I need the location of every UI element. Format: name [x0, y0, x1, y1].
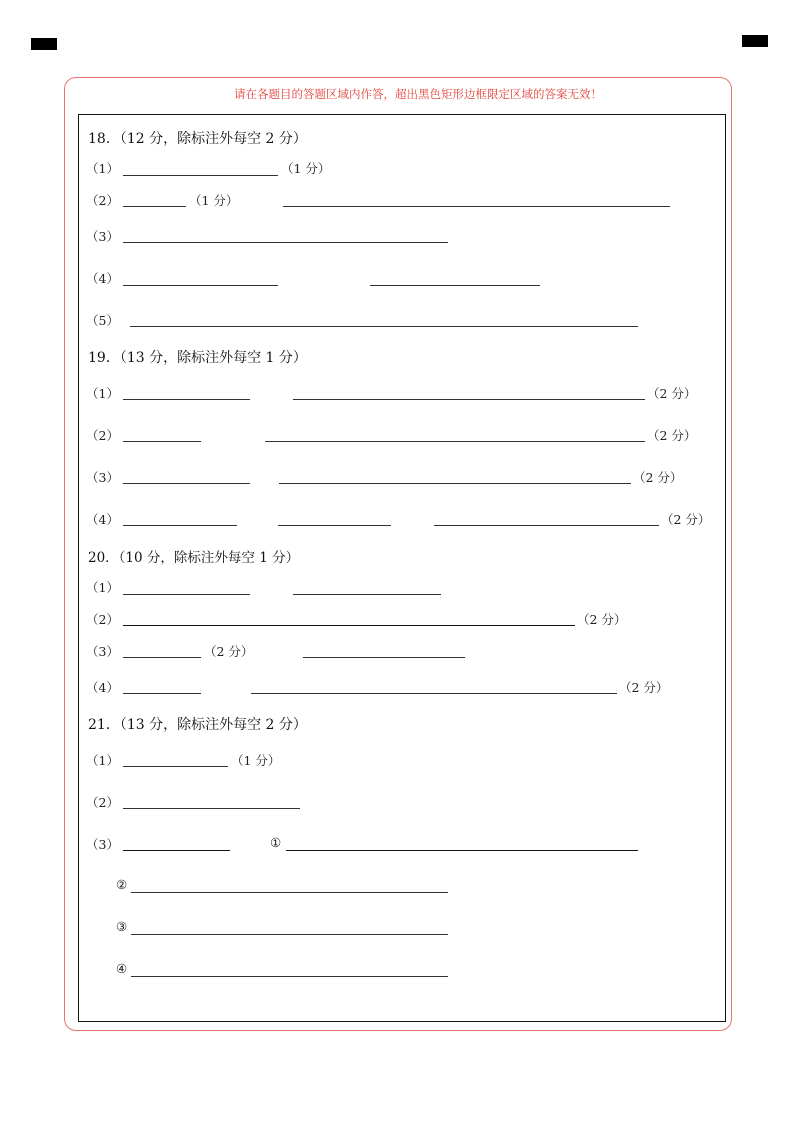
q21-heading: 21．（13 分，除标注外每空 2 分） [88, 717, 307, 733]
corner-marker-right [742, 35, 768, 47]
q19-part1-label: （1） [86, 386, 119, 401]
q21-part3-blank-circled-4[interactable] [131, 976, 448, 977]
q18-part3-blank[interactable] [123, 242, 448, 243]
q19-part3-score: （2 分） [633, 470, 683, 485]
q20-part1-label: （1） [86, 580, 119, 595]
q19-part1-blank-2[interactable] [293, 399, 645, 400]
q19-part4-label: （4） [86, 512, 119, 527]
q18-heading: 18．（12 分，除标注外每空 2 分） [88, 131, 307, 147]
q20-part3-label: （3） [86, 644, 119, 659]
q20-part1-blank-2[interactable] [293, 594, 441, 595]
q20-part2-blank[interactable] [123, 625, 575, 626]
q20-part3-blank-1[interactable] [123, 657, 201, 658]
q21-part3-blank[interactable] [123, 850, 230, 851]
q20-part3-score: （2 分） [204, 644, 254, 659]
q18-part1-score: （1 分） [281, 161, 331, 176]
q21-part1-label: （1） [86, 753, 119, 768]
q19-part3-blank-1[interactable] [123, 483, 250, 484]
q21-part1-score: （1 分） [231, 753, 281, 768]
q21-part1-blank[interactable] [123, 766, 228, 767]
q18-part5-blank[interactable] [130, 326, 638, 327]
q21-part3-circled-2: ② [116, 877, 128, 892]
q19-part4-score: （2 分） [661, 512, 711, 527]
q19-part4-blank-2[interactable] [278, 525, 391, 526]
q18-part1-label: （1） [86, 161, 119, 176]
q19-part3-blank-2[interactable] [279, 483, 631, 484]
q20-heading: 20．（10 分，除标注外每空 1 分） [88, 550, 300, 566]
q18-part3-label: （3） [86, 229, 119, 244]
q19-part2-blank-2[interactable] [265, 441, 645, 442]
q21-part2-label: （2） [86, 795, 119, 810]
q21-part3-circled-4: ④ [116, 961, 128, 976]
q19-part1-blank-1[interactable] [123, 399, 250, 400]
q18-part5-label: （5） [86, 313, 119, 328]
q21-part2-blank[interactable] [123, 808, 300, 809]
q19-part2-blank-1[interactable] [123, 441, 201, 442]
answer-region-box [78, 114, 726, 1022]
q20-part1-blank-1[interactable] [123, 594, 250, 595]
q21-part3-circled-3: ③ [116, 919, 128, 934]
q21-part3-label: （3） [86, 837, 119, 852]
q18-part4-label: （4） [86, 271, 119, 286]
q19-part4-blank-3[interactable] [434, 525, 659, 526]
q20-part3-blank-2[interactable] [303, 657, 465, 658]
q20-part4-blank-1[interactable] [123, 693, 201, 694]
q20-part4-score: （2 分） [619, 680, 669, 695]
q21-part3-blank-circled-2[interactable] [131, 892, 448, 893]
q19-part2-label: （2） [86, 428, 119, 443]
q20-part4-blank-2[interactable] [251, 693, 617, 694]
q19-part2-score: （2 分） [647, 428, 697, 443]
q18-part2-blank-1[interactable] [123, 206, 186, 207]
q20-part4-label: （4） [86, 680, 119, 695]
q20-part2-score: （2 分） [577, 612, 627, 627]
q20-part2-label: （2） [86, 612, 119, 627]
q19-part1-score: （2 分） [647, 386, 697, 401]
q19-heading: 19．（13 分，除标注外每空 1 分） [88, 350, 307, 366]
q18-part2-label: （2） [86, 193, 119, 208]
q19-part4-blank-1[interactable] [123, 525, 237, 526]
answer-area-notice: 请在各题目的答题区域内作答，超出黑色矩形边框限定区域的答案无效！ [234, 87, 602, 101]
q19-part3-label: （3） [86, 470, 119, 485]
q18-part2-blank-2[interactable] [283, 206, 670, 207]
q18-part4-blank-2[interactable] [370, 285, 540, 286]
q18-part2-score: （1 分） [189, 193, 239, 208]
q18-part4-blank-1[interactable] [123, 285, 278, 286]
corner-marker-left [31, 38, 57, 50]
q21-part3-blank-circled-1[interactable] [286, 850, 638, 851]
q18-part1-blank[interactable] [123, 175, 278, 176]
q21-part3-circled-1: ① [270, 835, 282, 850]
q21-part3-blank-circled-3[interactable] [131, 934, 448, 935]
